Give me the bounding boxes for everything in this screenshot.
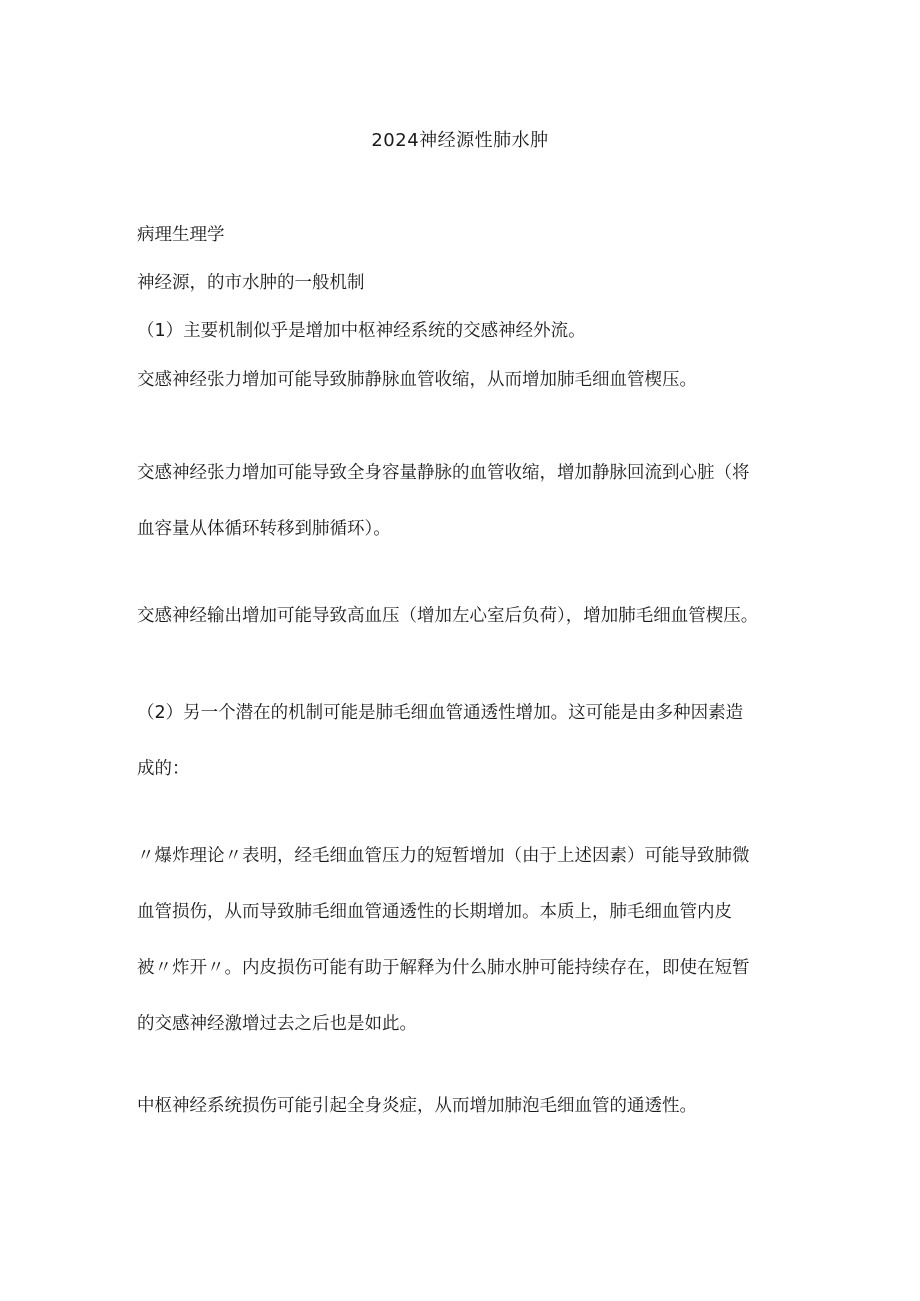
paragraph-4-line: 的交感神经激增过去之后也是如此。 bbox=[137, 1014, 417, 1034]
paragraph-2-line: 血容量从体循环转移到肺循环）。 bbox=[137, 519, 391, 539]
paragraph-4-line: 被〃炸开〃。内皮损伤可能有助于解释为什么肺水肿可能持续存在，即使在短暂 bbox=[137, 958, 750, 978]
paragraph-4 bbox=[137, 843, 789, 1037]
mechanism-1: （1）主要机制似乎是增加中枢神经系统的交感神经外流。 bbox=[137, 321, 586, 341]
paragraph-3: 交感神经输出增加可能导致高血压（增加左心室后负荷），增加肺毛细血管楔压。 bbox=[137, 606, 759, 626]
paragraph-4-line: 血管损伤，从而导致肺毛细血管通透性的长期增加。本质上，肺毛细血管内皮 bbox=[137, 902, 732, 922]
paragraph-4-line: 〃爆炸理论〃表明，经毛细血管压力的短暂增加（由于上述因素）可能导致肺微 bbox=[137, 846, 750, 866]
paragraph-2 bbox=[137, 460, 789, 542]
paragraph-5: 中枢神经系统损伤可能引起全身炎症，从而增加肺泡毛细血管的通透性。 bbox=[137, 1096, 697, 1116]
mechanism-2-line: 成的： bbox=[137, 759, 190, 779]
paragraph-1: 交感神经张力增加可能导致肺静脉血管收缩，从而增加肺毛细血管楔压。 bbox=[137, 370, 697, 390]
section-heading: 病理生理学 bbox=[137, 225, 225, 245]
paragraph-2-line: 交感神经张力增加可能导致全身容量静脉的血管收缩，增加静脉回流到心脏（将 bbox=[137, 463, 750, 483]
mechanism-2 bbox=[137, 700, 789, 782]
document-title: 2024神经源性肺水肿 bbox=[371, 130, 549, 151]
mechanism-2-line: （2）另一个潜在的机制可能是肺毛细血管通透性增加。这可能是由多种因素造 bbox=[137, 703, 744, 723]
subheading: 神经源，的市水肿的一般机制 bbox=[137, 273, 365, 293]
